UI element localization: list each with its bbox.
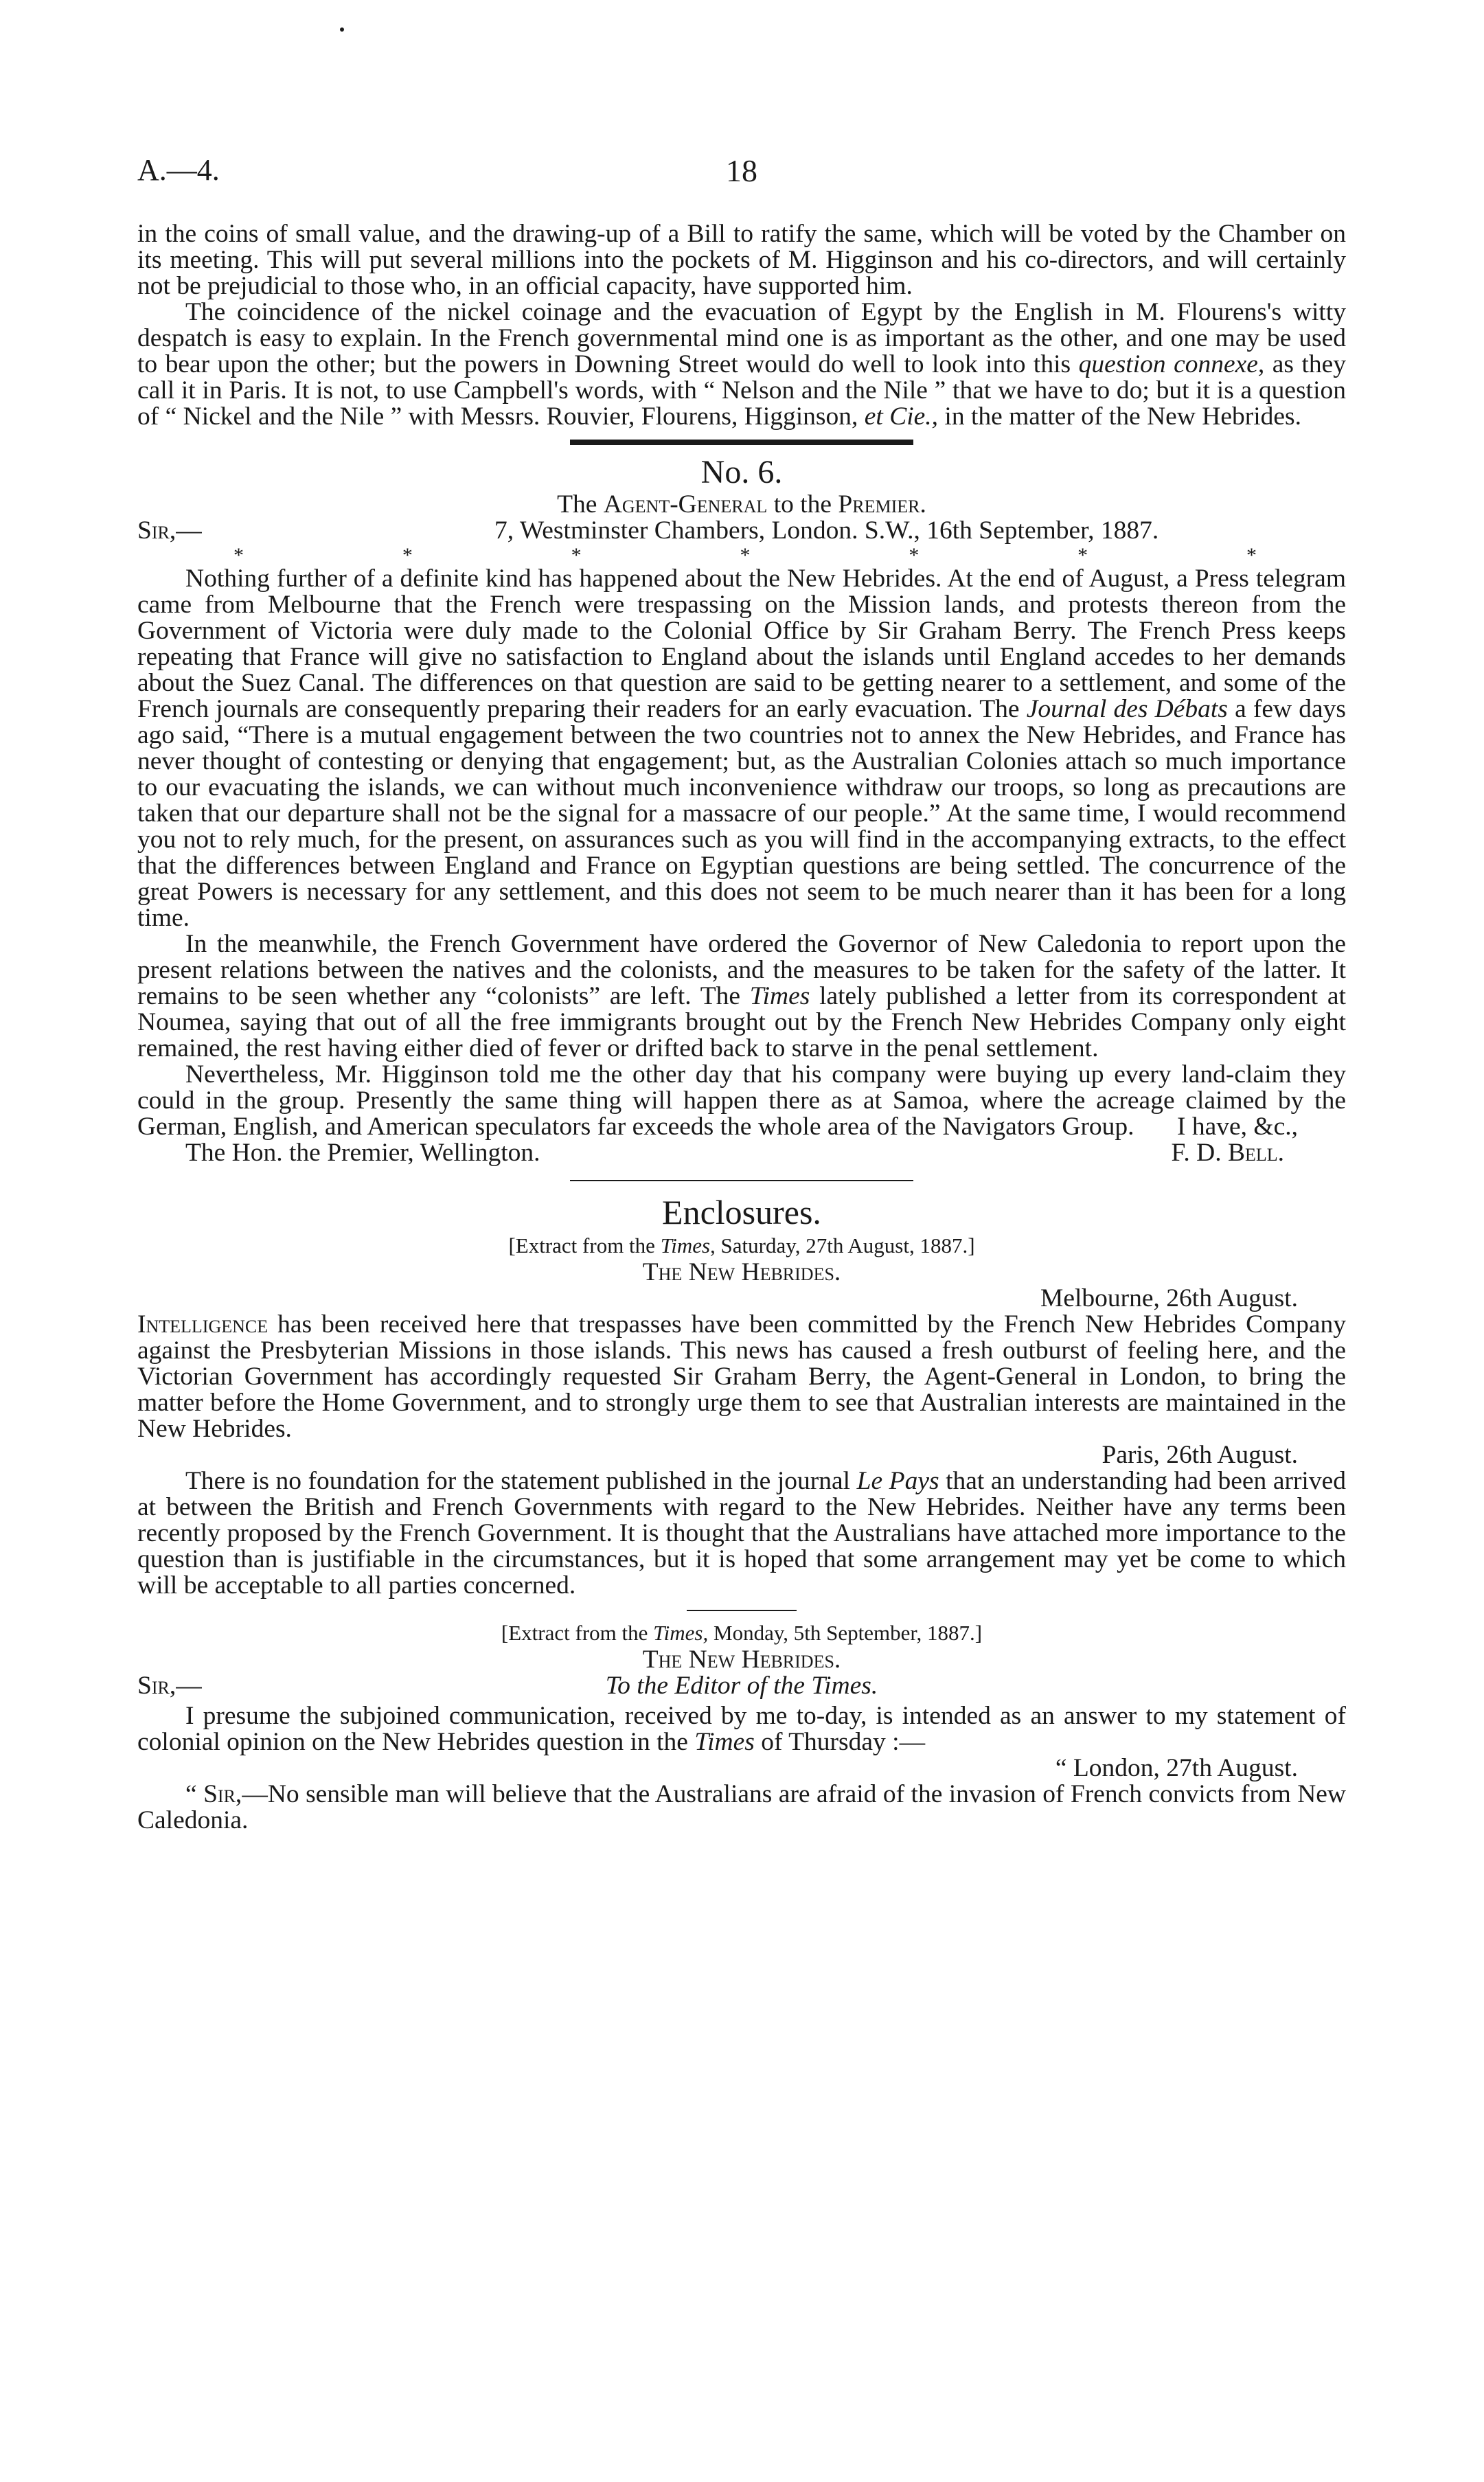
section-divider-short bbox=[687, 1610, 797, 1611]
extract-2-to-editor: To the Editor of the Times. bbox=[605, 1672, 878, 1700]
letter-paragraph-3: Nevertheless, Mr. Higginson told me the other day that his company were buying up every land-claim they could in the group. Presently the same thing will happen there as at Samoa, where the acreage claimed by the German, English, and American speculators far exceeds the whole area of the Navigators Group. bbox=[137, 1060, 1346, 1141]
letter-signature: F. D. Bell. bbox=[1171, 1139, 1284, 1167]
letter-paragraph-1: Nothing further of a definite kind has happened about the New Hebrides. At the end of August, a Press telegram came from Melbourne that the French were trespassing on the Mission lands, and protests thereon from the Government of Victoria were duly made to the Colonial Office by Sir Graham Berry. The French Press keeps repeating that France will give no satisfaction to England about the islands until England accedes to her demands about the Suez Canal. The differences on that question are said to be getting nearer to a settlement, and some of the French journals are consequently preparing their readers for an early evacuation. The Journal des Débats a few days ago said, “There is a mutual engagement between the two countries not to annex the New Hebrides, and France has never thought of contesting or denying that engagement; but, as the Australian Colonies attach so much importance to our evacuating the islands, we can without much inconvenience withdraw our troops, so long as precautions are taken that our departure shall not be the signal for a massacre of our people.” At the same time, I would recommend you not to rely much, for the present, on assurances such as you will find in the accompanying extracts, to the effect that the differences between England and France on Egyptian questions are being settled. The concurrence of the great Powers is necessary for any settlement, and this does not seem to be much nearer than it has been for a long time. bbox=[137, 565, 1346, 932]
letter-signoff bbox=[137, 1140, 1346, 1168]
star: * bbox=[233, 544, 244, 567]
page-body bbox=[137, 221, 1346, 1834]
extract-1-paragraph-1: Intelligence has been received here that trespasses have been committed by the French New Hebrides Company against the Presbyterian Missions in those islands. This news has caused a fresh outburst of feeling here, and the Victorian Government has accordingly requested Sir Graham Berry, the Agent-General in London, to bring the matter before the Home Government, and to strongly urge them to see that Australian interests are maintained in the New Hebrides. bbox=[137, 1310, 1346, 1443]
document-reference: A.—4. bbox=[137, 153, 220, 187]
letter-heading: The Agent-General to the Premier. bbox=[557, 490, 926, 519]
enclosures-title: Enclosures. bbox=[662, 1193, 821, 1231]
letter-addressee: The Hon. the Premier, Wellington. bbox=[185, 1139, 540, 1167]
section-divider-thin bbox=[570, 1180, 913, 1181]
letter-salutation: Sir,— bbox=[137, 516, 202, 545]
star: * bbox=[402, 544, 413, 567]
letter-salutation-line bbox=[137, 518, 1346, 545]
extract-1-dateline-paris: Paris, 26th August. bbox=[1101, 1441, 1298, 1469]
extract-1-headline: The New Hebrides. bbox=[642, 1258, 841, 1286]
intro-paragraph-2: The coincidence of the nickel coinage and the evacuation of Egypt by the English in M. Flourens's witty despatch is easy to explain. In the French governmental mind one is as important as the other, and one may be used to bear upon the other; but the powers in Downing Street would do well to look into this question connexe, as they call it in Paris. It is not, to use Campbell's words, with “ Nelson and the Nile ” that we have to do; but it is a question of “ Nickel and the Nile ” with Messrs. Rouvier, Flourens, Higginson, et Cie., in the matter of the New Hebrides. bbox=[137, 298, 1347, 431]
extract-2-paragraph-2: “ Sir,—No sensible man will believe that the Australians are afraid of the invasion of French convicts from New Caledonia. bbox=[137, 1780, 1346, 1834]
extract-2-headline: The New Hebrides. bbox=[642, 1646, 841, 1674]
star: * bbox=[740, 544, 751, 567]
extract-1-caption: [Extract from the Times, Saturday, 27th August, 1887.] bbox=[508, 1233, 975, 1257]
star: * bbox=[1246, 544, 1257, 567]
page-header bbox=[137, 152, 1346, 194]
letter-closing: I have, &c., bbox=[1177, 1113, 1298, 1141]
extract-2-caption: [Extract from the Times, Monday, 5th September, 1887.] bbox=[501, 1621, 983, 1645]
extract-2-salutation: Sir,— bbox=[137, 1672, 202, 1700]
extract-1-dateline-melbourne: Melbourne, 26th August. bbox=[1040, 1284, 1298, 1312]
intro-paragraph-1: in the coins of small value, and the drawing-up of a Bill to ratify the same, which will be voted by the Chamber on its meeting. This will put several millions into the pockets of M. Higginson and his co-directors, and will certainly not be prejudicial to those who, in an official capacity, have supported him. bbox=[137, 220, 1346, 300]
section-divider-thick bbox=[570, 440, 913, 445]
ink-speck bbox=[340, 27, 344, 32]
letter-number: No. 6. bbox=[700, 454, 783, 490]
extract-2-paragraph-1: I presume the subjoined communication, received by me to-day, is intended as an answer to my statement of colonial opinion on the New Hebrides question in the Times of Thursday :— bbox=[137, 1702, 1346, 1756]
page-number: 18 bbox=[726, 153, 757, 188]
letter-paragraph-2: In the meanwhile, the French Government have ordered the Governor of New Caledonia to report upon the present relations between the natives and the colonists, and the measures to be taken for the safety of the latter. It remains to be seen whether any “colonists” are left. The Times lately published a letter from its correspondent at Noumea, saying that out of all the free immigrants brought out by the French New Hebrides Company only eight remained, the rest having either died of fever or drifted back to starve in the penal settlement. bbox=[137, 930, 1346, 1062]
star: * bbox=[909, 544, 920, 567]
extract-1-paragraph-2: There is no foundation for the statement published in the journal Le Pays that an understanding had been arrived at between the British and French Governments with regard to the New Hebrides. Neither have any terms been recently proposed by the French Government. It is thought that the Australians have attached more importance to the question than is justifiable in the circumstances, but it is hoped that some arrangement may yet be come to which will be acceptable to all parties concerned. bbox=[137, 1467, 1346, 1599]
letter-address: 7, Westminster Chambers, London. S.W., 16th September, 1887. bbox=[494, 516, 1159, 545]
omission-stars bbox=[137, 545, 1346, 566]
extract-2-salutation-line bbox=[137, 1673, 1346, 1703]
extract-2-dateline-london: “ London, 27th August. bbox=[1055, 1754, 1298, 1782]
star: * bbox=[1077, 544, 1088, 567]
star: * bbox=[571, 544, 582, 567]
